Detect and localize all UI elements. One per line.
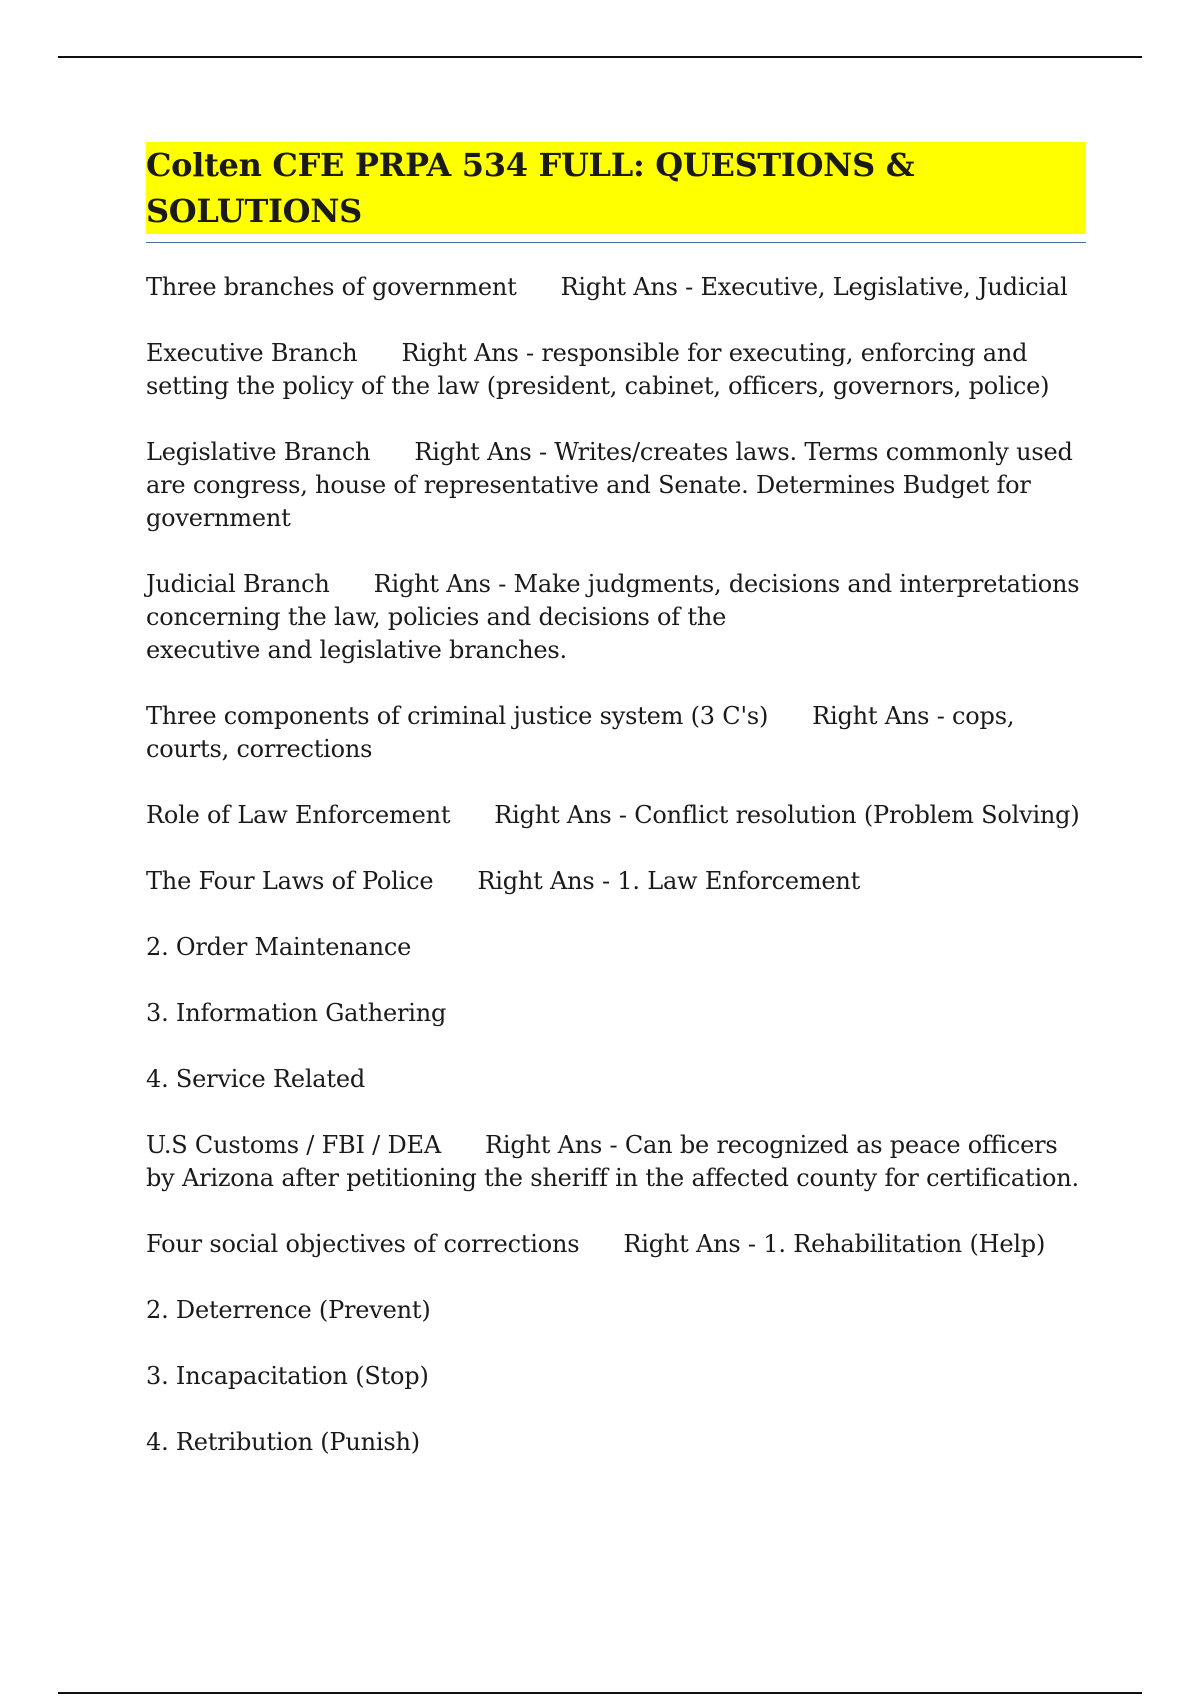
qa-entry	[146, 1129, 1086, 1195]
answer: Right Ans - 1. Law Enforcement	[477, 867, 861, 895]
qa-entry	[146, 700, 1086, 766]
list-item: 2. Order Maintenance	[146, 933, 412, 961]
question: U.S Customs / FBI / DEA	[146, 1131, 441, 1159]
question: Three branches of government	[146, 273, 517, 301]
qa-entry	[146, 337, 1086, 403]
answer: Right Ans - Conflict resolution (Problem Solving)	[494, 801, 1080, 829]
answer: Right Ans - cops, courts, corrections	[146, 702, 1015, 763]
answer: Right Ans - responsible for executing, enforcing and setting the policy of the law (president, cabinet, officers, governors, police)	[146, 339, 1050, 400]
question: The Four Laws of Police	[146, 867, 434, 895]
qa-entry	[146, 1228, 1086, 1261]
question: Three components of criminal justice system (3 C's)	[146, 702, 769, 730]
question: Role of Law Enforcement	[146, 801, 451, 829]
answer: Right Ans - Writes/creates laws. Terms commonly used are congress, house of representative and Senate. Determines Budget for government	[146, 438, 1073, 532]
question: Executive Branch	[146, 339, 358, 367]
question: Four social objectives of corrections	[146, 1230, 580, 1258]
document-title: Colten CFE PRPA 534 FULL: QUESTIONS & SOLUTIONS	[146, 142, 1086, 234]
list-item: 3. Information Gathering	[146, 999, 447, 1027]
answer: Right Ans - Executive, Legislative, Judicial	[560, 273, 1068, 301]
title-block	[146, 142, 1086, 243]
question: Judicial Branch	[146, 570, 330, 598]
list-item: 3. Incapacitation (Stop)	[146, 1362, 429, 1390]
bottom-rule	[58, 1692, 1142, 1694]
answer: Right Ans - Make judgments, decisions and interpretations concerning the law, policies and decisions of the	[146, 570, 1080, 631]
top-rule	[58, 56, 1142, 58]
answer-continuation: executive and legislative branches.	[146, 636, 567, 664]
question: Legislative Branch	[146, 438, 371, 466]
answer: Right Ans - 1. Rehabilitation (Help)	[623, 1230, 1046, 1258]
qa-entry	[146, 436, 1086, 535]
list-item: 4. Retribution (Punish)	[146, 1428, 420, 1456]
qa-entry	[146, 865, 1086, 898]
document-page	[146, 142, 1086, 1492]
qa-entry	[146, 271, 1086, 304]
qa-entry	[146, 568, 1086, 667]
answer: Right Ans - Can be recognized as peace officers by Arizona after petitioning the sheriff in the affected county for certification.	[146, 1131, 1079, 1192]
list-item: 2. Deterrence (Prevent)	[146, 1296, 431, 1324]
list-item: 4. Service Related	[146, 1065, 366, 1093]
qa-entry	[146, 799, 1086, 832]
